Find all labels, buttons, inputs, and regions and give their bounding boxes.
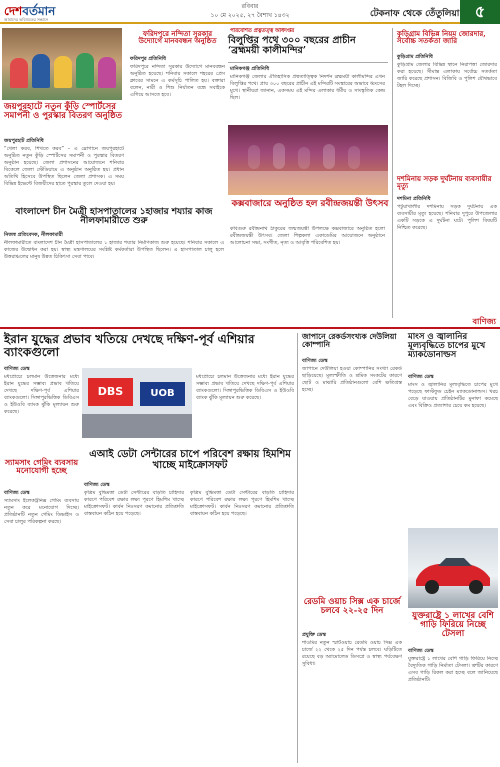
japan-divider [297,333,298,763]
jaipurhat-body: “খেলা করব, শিখতে করব” – এ স্লোগানে জয়পুরহাটে অনুষ্ঠিত নতুন কুঁড়ি স্পোর্টসের সমাপনী ও পুরস্কার বিতরণ অনুষ্ঠান হয়েছে। জেলা প্রশাসনের আয়োজনে শনিবার বিকেলে জেলা স্টেডিয়ামে এ অনুষ্ঠান অনুষ্ঠিত হয়। প্রধান অতিথি হিসেবে উপস্থিত ছিলেন জেলা প্রশাসক। এ সময় বিভিন্ন ইভেন্টে বিজয়ীদের হাতে পুরস্কার তুলে দেওয়া হয়। [4,146,124,187]
redmi-byline: প্রযুক্তি ডেস্ক [302,632,326,638]
iran-byline: বাণিজ্য ডেস্ক [4,366,30,372]
tesla-body: যুক্তরাষ্ট্রে ১ লাখের বেশি গাড়ি ফিরিয়ে নিচ্ছে বৈদ্যুতিক গাড়ি নির্মাতা টেসলা। ত্রুটির কারণে এসব গাড়ি রিকল করা হচ্ছে বলে জানিয়েছে প্রতিষ্ঠানটি। [408,656,498,683]
section-label: টেকনাফ থেকে তেঁতুলিয়া [370,9,460,19]
kurigram-byline: কুড়িগ্রাম প্রতিনিধি [397,54,433,60]
dashmina-body: পটুয়াখালীর দশমিনায় সড়ক দুর্ঘটনায় এক ব্যবসায়ীর মৃত্যু হয়েছে। শনিবার দুপুরে উপজেলার একটি সড়কে এ দুর্ঘটনা ঘটে। পুলিশ বিষয়টি নিশ্চিত করেছে। [397,204,497,231]
business-section-label: বাণিজ্য [472,316,496,326]
ai-body-cont: কৃত্রিম বুদ্ধিমত্তা ডেটা সেন্টারের বাড়তি চাহিদার কারণে পরিবেশ রক্ষার লক্ষ্য পূরণে হিমশিম খাচ্ছে মাইক্রোসফট। কার্বন নিঃসরণ কমানোর প্রতিশ্রুতি বাস্তবায়ন কঠিন হয়ে পড়েছে। [190,490,294,517]
tesla-headline[interactable]: যুক্তরাষ্ট্রে ১ লাখের বেশি গাড়ি ফিরিয়ে নিচ্ছে টেসলা [412,611,494,639]
iran-headline[interactable]: ইরান যুদ্ধের প্রভাব খতিয়ে দেখছে দক্ষিণ-পূর্ব এশিয়ার ব্যাংকগুলো [4,332,255,359]
redmi-headline[interactable]: রেডমি ওয়াচ সিক্স এক চার্জে চলবে ২২-২৫ দিন [303,597,401,616]
japan-body: জাপানে দেউলিয়া হওয়া কোম্পানির সংখ্যা রেকর্ড ছাড়িয়েছে। মূল্যস্ফীতি ও শ্রমিক সংকটের কারণে ছোট ও মাঝারি প্রতিষ্ঠানগুলো বেশি ক্ষতিগ্রস্ত হচ্ছে। [302,366,402,393]
mcdonalds-headline[interactable]: মাংস ও জ্বালানির মূল্যবৃদ্ধিতে চাপের মুখে ম্যাকডোনাল্ডস [408,332,486,360]
right-column-divider [392,28,393,318]
mandir-kicker: পরিবেশিত প্রত্নতত্ত্ব অধিদপ্তর [230,28,295,34]
dbs-sign: DBS [88,378,133,406]
page-number: ৫ [460,0,500,24]
dashmina-headline[interactable]: দশমিনায় সড়ক দুর্ঘটনায় ব্যবসায়ীর মৃত্যু [397,174,492,191]
ai-byline: বাণিজ্য ডেস্ক [84,482,110,488]
logo-part-1: দেশ [4,4,23,18]
japan-byline: বাণিজ্য ডেস্ক [302,358,328,364]
iran-body-cont: মধ্যপ্রাচ্যে চলমান উত্তেজনার মধ্যে ইরান যুদ্ধের সম্ভাব্য প্রভাব খতিয়ে দেখছে দক্ষিণ-পূর্ব এশিয়ার ব্যাংকগুলো। সিঙ্গাপুরভিত্তিক ডিবিএস ও ইউওবি ব্যাংক ঝুঁকি মূল্যায়ন শুরু করেছে। [196,374,294,401]
hospital-body: নীলফামারীতে বাংলাদেশ চীন মৈত্রী হাসপাতালের ১ হাজার শয্যার নির্মাণকাজ শুরু হয়েছে। শনিবার সকালে এ কাজের উদ্বোধন করা হয়। স্বাস্থ্য মন্ত্রণালয়ের সংশ্লিষ্ট কর্মকর্তারা উপস্থিত ছিলেন। এ হাসপাতাল চালু হলে উত্তরাঞ্চলের মানুষ উন্নত চিকিৎসা সেবা পাবে। [4,240,224,260]
uob-sign: UOB [140,382,185,406]
tagline: আমাদের ভবিষ্যতের সন্ধানে [4,17,48,22]
mandir-headline[interactable]: বিলুপ্তির পথে ৩০০ বছরের প্রাচীন ‘ব্রহ্মময়ী কালীমন্দির’ [228,35,356,56]
mcd-body: মাংস ও জ্বালানির মূল্যবৃদ্ধিতে চাপের মুখে পড়েছে ফাস্টফুড চেইন ম্যাকডোনাল্ডস। খরচ বেড়ে যাওয়ায় প্রতিষ্ঠানটির মুনাফা কমেছে এবং বিক্রিও প্রত্যাশার চেয়ে কম হয়েছে। [408,382,498,409]
samsung-body: স্যামসাং ইলেকট্রনিক্স গেমিং ব্যবসায় নতুন করে মনোযোগ দিচ্ছে। প্রতিষ্ঠানটি নতুন গেমিং ডিভাইস ও সেবা চালুর পরিকল্পনা করছে। [4,498,79,525]
sports-event-photo [2,28,122,100]
faridpur-headline[interactable]: ফরিদপুরে নন্দিতা সুরকার উদ্যোগে মানববন্ধন অনুষ্ঠিত [138,29,217,46]
rabindra-headline[interactable]: কক্সবাজারে অনুষ্ঠিত হল রবীন্দ্রজয়ন্তী উৎসব [231,199,389,209]
logo-part-2: বর্তমান [22,4,56,18]
kurigram-body: কুড়িগ্রাম জেলার বিভিন্ন স্থানে নিরাপত্তা জোরদার করা হয়েছে। সীমান্ত এলাকায় সর্বোচ্চ সতর্কতা জারি করেছে প্রশাসন। বিজিবি ও পুলিশ যৌথভাবে টহল দিচ্ছে। [397,62,497,89]
samsung-headline[interactable]: স্যামসাং গেমিং ব্যবসায় মনোযোগী হচ্ছে [4,457,79,476]
iran-body: মধ্যপ্রাচ্যে চলমান উত্তেজনার মধ্যে ইরান যুদ্ধের সম্ভাব্য প্রভাব খতিয়ে দেখছে দক্ষিণ-পূর্ব এশিয়ার ব্যাংকগুলো। সিঙ্গাপুরভিত্তিক ডিবিএস ও ইউওবি ব্যাংক ঝুঁকি মূল্যায়ন শুরু করেছে। [4,374,79,415]
tesla-byline: বাণিজ্য ডেস্ক [408,648,434,654]
divider [228,62,388,63]
dashmina-byline: দশমিনা প্রতিনিধি [397,196,431,202]
jaipurhat-headline[interactable]: জয়পুরহাটে নতুন কুঁড়ি স্পোর্টসের সমাপনী ও পুরস্কার বিতরণ অনুষ্ঠিত [4,102,123,121]
masthead [0,0,500,24]
day-label: রবিবার [241,3,259,10]
mcd-byline: বাণিজ্য ডেস্ক [408,374,434,380]
mandir-byline: মানিকগঞ্জ প্রতিনিধি [230,66,269,72]
japan-headline[interactable]: জাপানে রেকর্ডসংখ্যক দেউলিয়া কোম্পানি [302,332,397,349]
ai-datacenter-headline[interactable]: এআই ডেটা সেন্টারের চাপে পরিবেশ রক্ষায় হিমশিম খাচ্ছে মাইক্রোসফট [89,449,291,471]
tesla-car-photo [408,528,498,608]
faridpur-body: ফরিদপুরে নন্দিতা সুরকার উদ্যোগে মানববন্ধন অনুষ্ঠিত হয়েছে। শনিবার সকালে শহরের প্রেস ক্লাবের সামনে এ কর্মসূচি পালিত হয়। বক্তারা বলেন, নারী ও শিশু নির্যাতন বন্ধে সবাইকে এগিয়ে আসতে হবে। [130,64,225,98]
redmi-body: শাওমির নতুন স্মার্টওয়াচ রেডমি ওয়াচ সিক্স এক চার্জে ২২ থেকে ২৫ দিন পর্যন্ত চলবে। ঘড়িটিতে রয়েছে বড় অ্যামোলেড ডিসপ্লে ও স্বাস্থ্য পর্যবেক্ষণ সুবিধা। [302,640,402,667]
section-divider [0,327,500,329]
bank-signs-photo [82,368,192,438]
date-label: ১০ মে ২০২৫, ২৭ বৈশাখ ১৪৩২ [210,12,290,19]
ai-body: কৃত্রিম বুদ্ধিমত্তা ডেটা সেন্টারের বাড়তি চাহিদার কারণে পরিবেশ রক্ষার লক্ষ্য পূরণে হিমশিম খাচ্ছে মাইক্রোসফট। কার্বন নিঃসরণ কমানোর প্রতিশ্রুতি বাস্তবায়ন কঠিন হয়ে পড়েছে। [84,490,184,517]
kurigram-headline[interactable]: কুড়িগ্রাম বিভিন্ন নিয়ম জোরদার, সর্বোচ্চ সতর্কতা জারি [397,29,486,46]
jaipurhat-byline: জয়পুরহাট প্রতিনিধি [4,138,44,144]
samsung-byline: বাণিজ্য ডেস্ক [4,490,30,496]
mandir-body: মানিকগঞ্জ জেলার ঐতিহাসিক প্রত্নতাত্ত্বিক নিদর্শন ব্রহ্মময়ী কালীমন্দির এখন বিলুপ্তির পথে। প্রায় ৩০০ বছরের প্রাচীন এই মন্দিরটি সংস্কারের অভাবে ধ্বংসের মুখে। স্থানীয়রা জানান, একসময় এই মন্দির এলাকার ধর্মীয় ও সাংস্কৃতিক কেন্দ্র ছিল। [230,74,385,101]
tesla-car-icon [408,528,498,608]
faridpur-byline: ফরিদপুর প্রতিনিধি [130,56,166,62]
date-box [200,2,300,20]
rabindra-body: কবিগুরু রবীন্দ্রনাথ ঠাকুরের জন্মজয়ন্তী উপলক্ষে কক্সবাজারে অনুষ্ঠিত হলো রবীন্দ্রজয়ন্তী উৎসব। জেলা শিল্পকলা একাডেমির আয়োজনে অনুষ্ঠানে আলোচনা সভা, সংগীত, নৃত্য ও আবৃত্তি পরিবেশিত হয়। [230,226,385,246]
hospital-byline: নিজস্ব প্রতিবেদক, নীলফামারী [4,232,63,238]
hospital-headline[interactable]: বাংলাদেশ চীন মৈত্রী হাসপাতালের ১হাজার শয্যার কাজ নীলফামারীতে শুরু [15,207,213,227]
cultural-event-photo [228,125,388,195]
